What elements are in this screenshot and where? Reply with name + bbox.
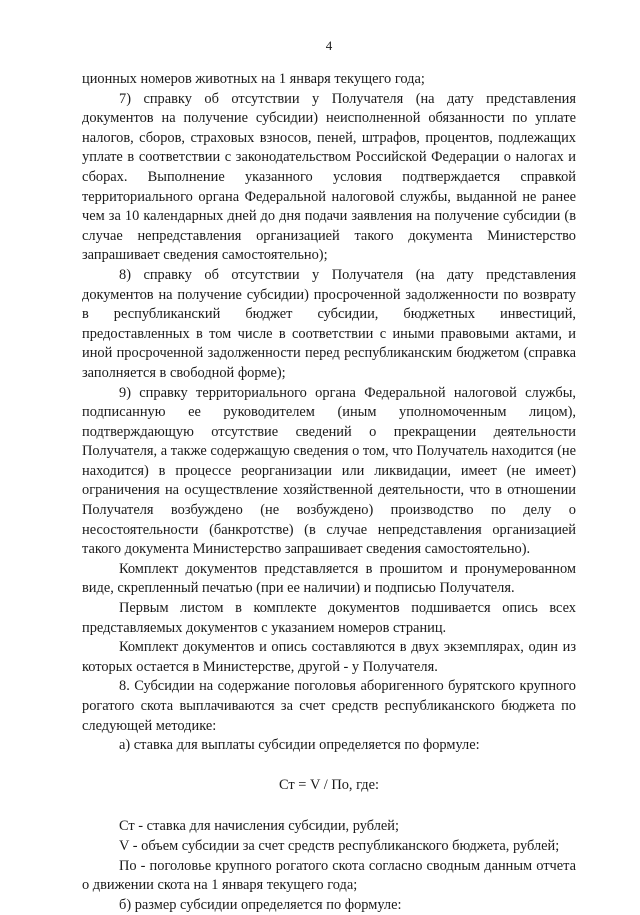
definition-po: По - поголовье крупного рогатого скота согласно сводным данным отчета о движении скота на 1 января текущего года; [82, 857, 576, 894]
paragraph-item-9: 9) справку территориального органа Федеральной налоговой службы, подписанную ее руководителем (иным уполномоченным лицом), подтверждающую отсутствие сведений о прекращении деятельности Получателя, а также содержащую сведения о том, что Получатель находится (не находится) в процессе реорганизации или ликвидации, имеет (не имеет) ограничения на осуществление хозяйственной деятельности, что в отношении Получателя возбуждено (не возбуждено) производство по делу о несостоятельности (банкротстве) (в случае непредставления организацией такого документа Министерство запрашивает сведения самостоятельно). [82, 384, 576, 558]
paragraph-two-copies: Комплект документов и опись составляются в двух экземплярах, один из которых остается в Министерстве, другой - у Получателя. [82, 639, 576, 675]
paragraph-document-set: Комплект документов представляется в прошитом и пронумерованном виде, скрепленный печатью (при ее наличии) и подписью Получателя. [82, 560, 576, 597]
paragraph-continuation: ционных номеров животных на 1 января текущего года; [82, 71, 425, 87]
document-page [82, 0, 576, 913]
definition-st: Ст - ставка для начисления субсидии, рублей; [119, 818, 399, 835]
paragraph-first-sheet: Первым листом в комплекте документов подшивается опись всех представляемых документов с указанием номеров страниц. [82, 600, 576, 636]
paragraph-subitem-a: а) ставка для выплаты субсидии определяется по формуле: [119, 737, 480, 754]
page-number: 4 [325, 38, 333, 53]
paragraph-item-8: 8) справку об отсутствии у Получателя (на дату представления документов на получение субсидии) просроченной задолженности по возврату в республиканский бюджет субсидии, бюджетных инвестиций, предоставленных в том числе в соответствии с иными правовыми актами, и иной просроченной задолженности перед республиканским бюджетом (справка заполняется в свободной форме); [82, 266, 576, 381]
paragraph-subitem-b: б) размер субсидии определяется по формуле: [119, 896, 402, 913]
paragraph-item-7: 7) справку об отсутствии у Получателя (на дату представления документов на получение субсидии) неисполненной обязанности по уплате налогов, сборов, страховых взносов, пеней, штрафов, процентов, подлежащих уплате в соответствии с законодательством Российской Федерации о налогах и сборах. Выполнение указанного условия подтверждается справкой территориального органа Федеральной налоговой службы, выданной не ранее чем за 10 календарных дней до дня подачи заявления на получение субсидии (в случае непредставления организацией такого документа Министерство запрашивает сведения самостоятельно); [82, 90, 576, 264]
definition-v: V - объем субсидии за счет средств республиканского бюджета, рублей; [119, 837, 560, 854]
rate-formula: Ст = V / По, где: [278, 776, 379, 793]
document-body [82, 70, 576, 915]
paragraph-section-8: 8. Субсидии на содержание поголовья аборигенного бурятского крупного рогатого скота выплачиваются за счет средств республиканского бюджета по следующей методике: [82, 678, 576, 734]
